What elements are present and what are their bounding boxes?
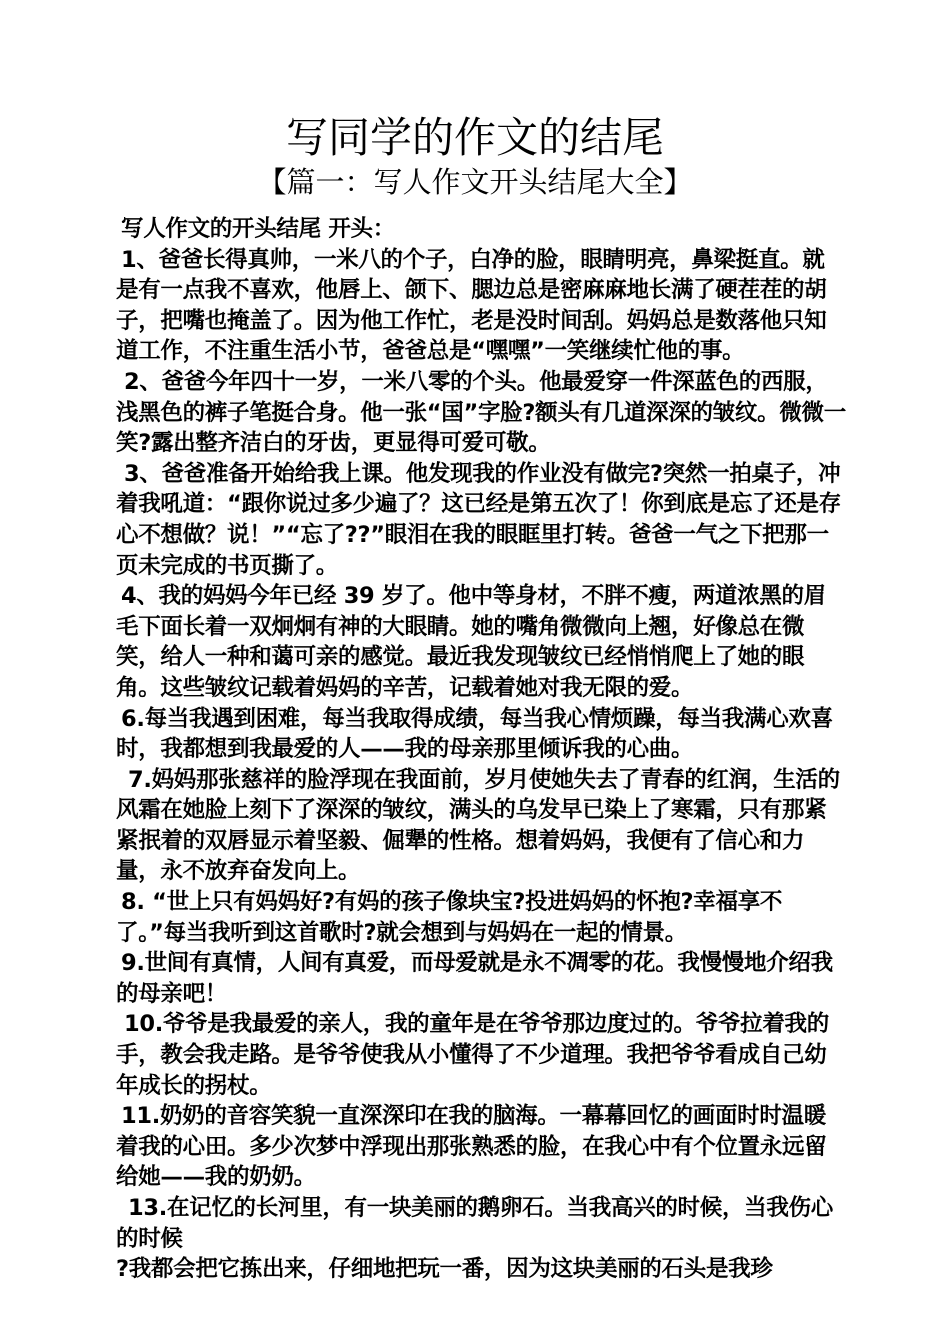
paragraph: ?我都会把它拣出来，仔细地把玩一番，因为这块美丽的石头是我珍: [116, 1256, 773, 1283]
section-heading: 写人作文的开头结尾 开头：: [121, 216, 395, 242]
paragraph: 1、爸爸长得真帅，一米八的个子，白净的脸，眼睛明亮，鼻梁挺直。就是有一点我不喜欢，他唇上、颌下、腮边总是密麻麻地长满了硬茬茬的胡子，把嘴也掩盖了。因为他工作忙，老是没时间刮。妈妈总是数落他只知道工作，不注重生活小节，爸爸总是“嘿嘿”一笑继续忙他的事。: [116, 246, 827, 365]
paragraph: 3、爸爸准备开始给我上课。他发现我的作业没有做完?突然一拍桌子，冲着我吼道：“跟你说过多少遍了？这已经是第五次了！你到底是忘了还是存心不想做？说！”“忘了??”眼泪在我的眼眶里打转。爸爸一气之下把那一页未完成的书页撕了。: [116, 460, 841, 579]
paragraph: 9.世间有真情，人间有真爱，而母爱就是永不凋零的花。我慢慢地介绍我的母亲吧！: [116, 950, 833, 1007]
document-body: [116, 214, 846, 1285]
paragraph: 4、我的妈妈今年已经 39 岁了。他中等身材，不胖不瘦，两道浓黑的眉毛下面长着一双炯炯有神的大眼睛。她的嘴角微微向上翘，好像总在微笑，给人一种和蔼可亲的感觉。最近我发现皱纹已经悄悄爬上了她的眼角。这些皱纹记载着妈妈的辛苦，记载着她对我无限的爱。: [116, 583, 826, 701]
document-subtitle: 【篇一：写人作文开头结尾大全】: [257, 165, 693, 199]
document-title: 写同学的作文的结尾: [285, 113, 664, 162]
paragraph: 10.爷爷是我最爱的亲人，我的童年是在爷爷那边度过的。爷爷拉着我的手，教会我走路。是爷爷使我从小懂得了不少道理。我把爷爷看成自己幼年成长的拐杖。: [116, 1011, 829, 1099]
paragraph: 2、爸爸今年四十一岁，一米八零的个头。他最爱穿一件深蓝色的西服，浅黑色的裤子笔挺合身。他一张“国”字脸?额头有几道深深的皱纹。微微一笑?露出整齐洁白的牙齿，更显得可爱可敬。: [116, 368, 846, 457]
paragraph: 6.每当我遇到困难，每当我取得成绩，每当我心情烦躁，每当我满心欢喜时，我都想到我最爱的人——我的母亲那里倾诉我的心曲。: [116, 705, 833, 763]
paragraph: 7.妈妈那张慈祥的脸浮现在我面前，岁月使她失去了青春的红润，生活的风霜在她脸上刻下了深深的皱纹，满头的乌发早已染上了寒霜，只有那紧紧抿着的双唇显示着坚毅、倔犟的性格。想着妈妈，我便有了信心和力量，永不放弃奋发向上。: [116, 766, 840, 885]
paragraph: 8. “世上只有妈妈好?有妈的孩子像块宝?投进妈妈的怀抱?幸福享不了。”每当我听到这首歌时?就会想到与妈妈在一起的情景。: [116, 889, 783, 946]
paragraph: 13.在记忆的长河里，有一块美丽的鹅卵石。当我高兴的时候，当我伤心的时候: [116, 1195, 833, 1252]
paragraph: 11.奶奶的音容笑貌一直深深印在我的脑海。一幕幕回忆的画面时时温暖着我的心田。多少次梦中浮现出那张熟悉的脸，在我心中有个位置永远留给她——我的奶奶。: [116, 1103, 827, 1191]
